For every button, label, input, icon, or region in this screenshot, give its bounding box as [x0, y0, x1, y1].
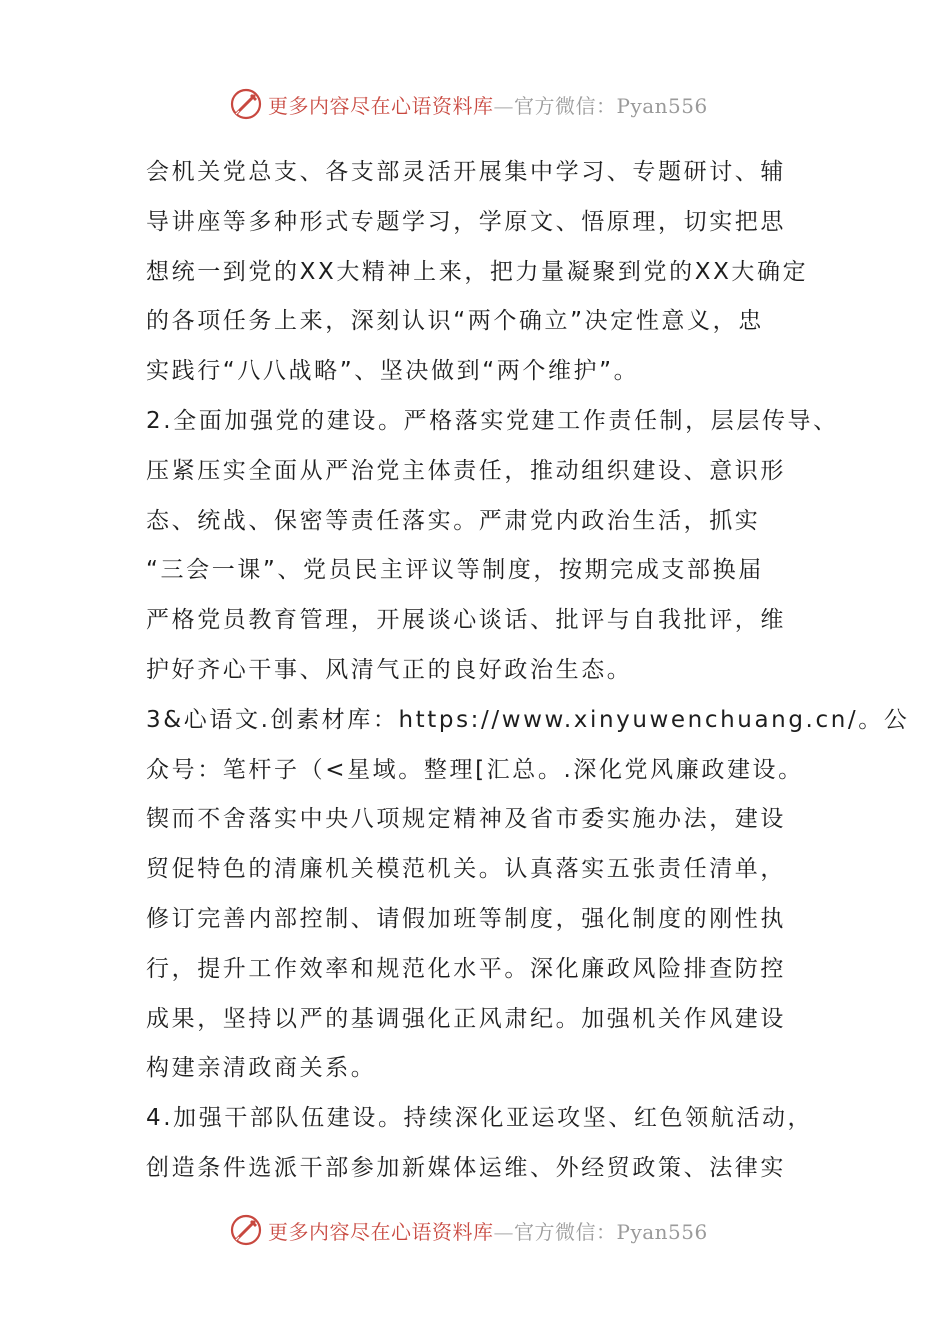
text-line: 3&心语文.创素材库：https://www.xinyuwenchuang.cn/。公	[146, 706, 910, 733]
text-line: 想统一到党的XX大精神上来，把力量凝聚到党的XX大确定	[146, 258, 809, 285]
watermark-header	[228, 82, 728, 126]
text-line: 态、统战、保密等责任落实。严肃党内政治生活，抓实	[146, 507, 761, 534]
watermark-brand: 更多内容尽在心语资料库	[268, 93, 494, 118]
text-line: 行，提升工作效率和规范化水平。深化廉政风险排查防控	[146, 955, 786, 982]
watermark-footer	[228, 1208, 728, 1252]
watermark-contact: 官方微信：Pyan556	[514, 1219, 708, 1244]
pen-logo-icon	[228, 1212, 264, 1248]
watermark-contact: 官方微信：Pyan556	[514, 93, 708, 118]
text-line: 压紧压实全面从严治党主体责任，推动组织建设、意识形	[146, 457, 786, 484]
text-line: “三会一课”、党员民主评议等制度，按期完成支部换届	[146, 557, 764, 584]
text-line: 2.全面加强党的建设。严格落实党建工作责任制，层层传导、	[146, 407, 839, 434]
watermark-separator: —	[493, 1219, 514, 1244]
watermark-text	[268, 1216, 708, 1245]
text-line: 锲而不舍落实中央八项规定精神及省市委实施办法，建设	[146, 806, 786, 833]
text-line: 4.加强干部队伍建设。持续深化亚运攻坚、红色领航活动，	[146, 1105, 814, 1132]
watermark-text	[268, 90, 708, 119]
text-line: 实践行“八八战略”、坚决做到“两个维护”。	[146, 358, 640, 385]
text-line: 会机关党总支、各支部灵活开展集中学习、专题研讨、辅	[146, 159, 786, 185]
document-body	[146, 148, 910, 1194]
text-line: 严格党员教育管理，开展谈心谈话、批评与自我批评，维	[146, 607, 786, 634]
watermark-brand: 更多内容尽在心语资料库	[268, 1219, 494, 1244]
text-line: 成果，坚持以严的基调强化正风肃纪。加强机关作风建设	[146, 1005, 786, 1032]
text-line: 创造条件选派干部参加新媒体运维、外经贸政策、法律实	[146, 1154, 786, 1181]
text-line: 导讲座等多种形式专题学习，学原文、悟原理，切实把思	[146, 208, 786, 235]
text-line: 贸促特色的清廉机关模范机关。认真落实五张责任清单，	[146, 856, 786, 883]
text-line: 的各项任务上来，深刻认识“两个确立”决定性意义，忠	[146, 308, 764, 335]
text-line: 构建亲清政商关系。	[146, 1055, 377, 1082]
watermark-separator: —	[493, 93, 514, 118]
pen-logo-icon	[228, 86, 264, 122]
text-line: 众号：笔杆子（<星域。整理[汇总。.深化党风廉政建设。	[146, 756, 804, 783]
text-line: 护好齐心干事、风清气正的良好政治生态。	[146, 656, 633, 683]
text-line: 修订完善内部控制、请假加班等制度，强化制度的刚性执	[146, 905, 786, 932]
